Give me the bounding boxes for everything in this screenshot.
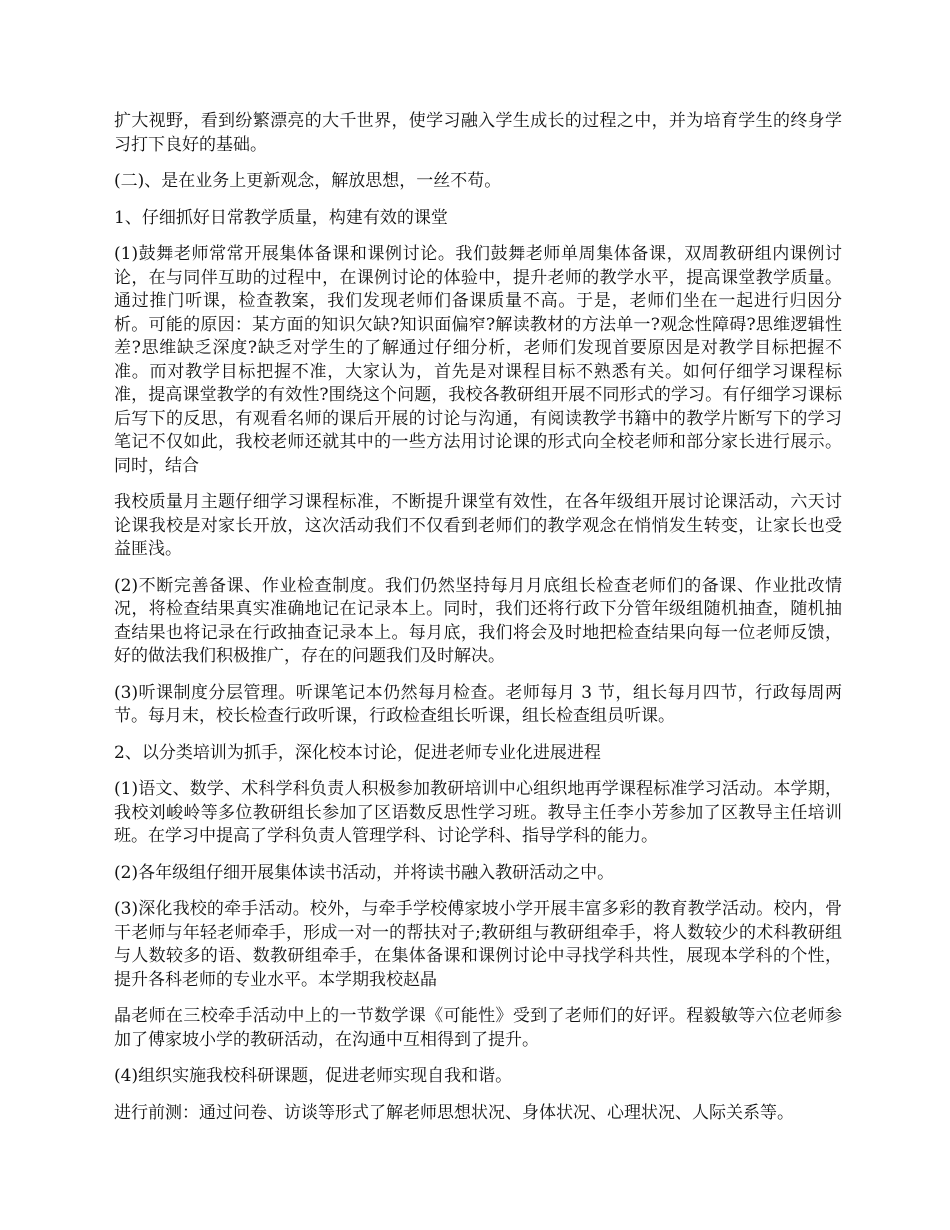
subheading-1: 1、仔细抓好日常教学质量，构建有效的课堂 — [114, 207, 448, 228]
paragraph-intro-continuation: 扩大视野，看到纷繁漂亮的大千世界，使学习融入学生成长的过程之中，并为培育学生的终身学习打下良好的基础。 — [114, 111, 842, 155]
section-heading-2: (二)、是在业务上更新观念，解放思想，一丝不苟。 — [114, 171, 502, 191]
paragraph-pretest: 进行前测：通过问卷、访谈等形式了解老师思想状况、身体状况、心理状况、人际关系等。 — [114, 1102, 794, 1123]
paragraph-item-2: (2)不断完善备课、作业检查制度。我们仍然坚持每月月底组长检查老师们的备课、作业批改情况，将检查结果真实准确地记在记录本上。同时，我们还将行政下分管年级组随机抽查，随机抽查结果也将记录在行政抽查记录本上。每月底，我们将会及时地把检查结果向每一位老师反馈，好的做法我们积极推广，存在的问题我们及时解决。 — [114, 575, 842, 666]
paragraph-item-1: (1)鼓舞老师常常开展集体备课和课例讨论。我们鼓舞老师单周集体备课，双周教研组内课例讨论，在与同伴互助的过程中，在课例讨论的体验中，提升老师的教学水平，提高课堂教学质量。通过推门听课，检查教案，我们发现老师们备课质量不高。于是，老师们坐在一起进行归因分析。可能的原因：某方面的知识欠缺?知识面偏窄?解读教材的方法单一?观念性障碍?思维逻辑性差?思维缺乏深度?缺乏对学生的了解通过仔细分析，老师们发现首要原因是对教学目标把握不准。而对教学目标把握不准，大家认为，首先是对课程目标不熟悉有关。如何仔细学习课程标准，提高课堂教学的有效性?围绕这个问题，我校各教研组开展不同形式的学习。有仔细学习课标后写下的反思，有观看名师的课后开展的讨论与沟通，有阅读教学书籍中的教学片断写下的学习笔记不仅如此，我校老师还就其中的一些方法用讨论课的形式向全校老师和部分家长进行展示。同时，结合 — [114, 244, 842, 476]
subheading-2: 2、以分类培训为抓手，深化校本讨论，促进老师专业化进展进程 — [114, 742, 601, 763]
paragraph-training-3-continued: 晶老师在三校牵手活动中上的一节数学课《可能性》受到了老师们的好评。程毅敏等六位老师参加了傅家坡小学的教研活动，在沟通中互相得到了提升。 — [114, 1006, 842, 1050]
paragraph-training-3: (3)深化我校的牵手活动。校外，与牵手学校傅家坡小学开展丰富多彩的教育教学活动。校内，骨干老师与年轻老师牵手，形成一对一的帮扶对子;教研组与教研组牵手，将人数较少的术科教研组与人数较多的语、数教研组牵手，在集体备课和课例讨论中寻找学科共性，展现本学科的个性，提升各科老师的专业水平。本学期我校赵晶 — [114, 899, 842, 990]
paragraph-item-3: (3)听课制度分层管理。听课笔记本仍然每月检查。老师每月 3 节，组长每月四节，行政每周两节。每月末，校长检查行政听课，行政检查组长听课，组长检查组员听课。 — [114, 682, 842, 726]
paragraph-item-1-continued: 我校质量月主题仔细学习课程标准，不断提升课堂有效性，在各年级组开展讨论课活动，六天讨论课我校是对家长开放，这次活动我们不仅看到老师们的教学观念在悄悄发生转变，让家长也受益匪浅。 — [114, 492, 842, 559]
paragraph-training-4: (4)组织实施我校科研课题，促进老师实现自我和谐。 — [114, 1066, 513, 1086]
paragraph-training-2: (2)各年级组仔细开展集体读书活动，并将读书融入教研活动之中。 — [114, 862, 615, 883]
document-page — [114, 110, 842, 1138]
paragraph-training-1: (1)语文、数学、术科学科负责人积极参加教研培训中心组织地再学课程标准学习活动。本学期，我校刘峻岭等多位教研组长参加了区语数反思性学习班。教导主任李小芳参加了区教导主任培训班。在学习中提高了学科负责人管理学科、讨论学科、指导学科的能力。 — [114, 779, 842, 846]
